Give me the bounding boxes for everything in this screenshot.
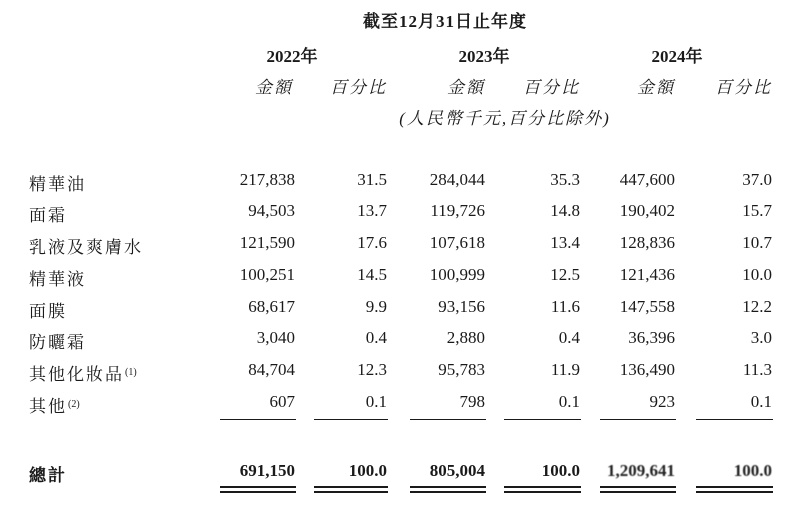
percent-2024: 11.3 xyxy=(742,360,772,379)
percent-2024: 3.0 xyxy=(750,328,772,347)
subtotal-rule xyxy=(504,419,581,420)
amount-2024: 190,402 xyxy=(619,201,675,220)
amount-2023: 95,783 xyxy=(438,360,485,379)
row-label: 乳液及爽膚水 xyxy=(29,238,143,257)
amount-2022: 217,838 xyxy=(239,170,295,189)
percent-2023: 0.4 xyxy=(558,328,580,347)
total-amount-2022: 691,150 xyxy=(239,461,295,480)
amount-header-2022: 金額 xyxy=(255,78,293,97)
amount-2023: 119,726 xyxy=(430,201,485,220)
amount-2024: 147,558 xyxy=(619,297,675,316)
amount-header-2024: 金額 xyxy=(637,78,675,97)
amount-2023: 284,044 xyxy=(429,170,485,189)
amount-2024: 923 xyxy=(649,392,675,411)
year-2024: 2024年 xyxy=(651,47,703,66)
total-double-rule xyxy=(696,491,773,493)
percent-header-2022: 百分比 xyxy=(330,78,387,97)
percent-2022: 31.5 xyxy=(357,170,387,189)
row-label: 面膜 xyxy=(29,302,67,321)
amount-2024: 136,490 xyxy=(619,360,675,379)
subtotal-rule xyxy=(410,419,486,420)
percent-2024: 37.0 xyxy=(742,170,772,189)
percent-2022: 14.5 xyxy=(357,265,387,284)
amount-2022: 607 xyxy=(269,392,295,411)
table-row xyxy=(0,297,800,327)
row-label: 精華油 xyxy=(29,175,86,194)
percent-2022: 12.3 xyxy=(357,360,387,379)
total-double-rule xyxy=(504,486,581,488)
total-percent-2024: 100.0 xyxy=(733,461,772,480)
percent-2023: 35.3 xyxy=(550,170,580,189)
total-double-rule xyxy=(600,491,676,493)
amount-2023: 93,156 xyxy=(438,297,485,316)
amount-2023: 107,618 xyxy=(429,233,485,252)
percent-2022: 9.9 xyxy=(365,297,387,316)
row-label: 其他$^{(2)}$ xyxy=(29,397,80,416)
percent-2024: 12.2 xyxy=(742,297,772,316)
percent-2023: 0.1 xyxy=(558,392,580,411)
percent-2024: 10.7 xyxy=(742,233,772,252)
table-row xyxy=(0,360,800,390)
amount-2024: 128,836 xyxy=(619,233,675,252)
period-title: 截至12月31日止年度 xyxy=(363,12,527,31)
table-row xyxy=(0,170,800,200)
year-2022: 2022年 xyxy=(266,47,318,66)
amount-2022: 94,503 xyxy=(248,201,295,220)
subtotal-rule xyxy=(600,419,676,420)
percent-2023: 11.9 xyxy=(550,360,580,379)
subtotal-rule xyxy=(220,419,296,420)
table-row xyxy=(0,233,800,263)
amount-2023: 100,999 xyxy=(429,265,485,284)
amount-2023: 798 xyxy=(459,392,485,411)
total-double-rule xyxy=(314,491,388,493)
percent-2024: 0.1 xyxy=(750,392,772,411)
percent-2023: 14.8 xyxy=(550,201,580,220)
percent-header-2023: 百分比 xyxy=(523,78,580,97)
table-row xyxy=(0,392,800,422)
total-double-rule xyxy=(410,486,486,488)
percent-2022: 0.4 xyxy=(365,328,387,347)
total-double-rule xyxy=(410,491,486,493)
amount-2024: 447,600 xyxy=(619,170,675,189)
percent-2023: 12.5 xyxy=(550,265,580,284)
table-row xyxy=(0,328,800,358)
total-double-rule xyxy=(504,491,581,493)
amount-header-2023: 金額 xyxy=(447,78,485,97)
percent-2023: 13.4 xyxy=(550,233,580,252)
total-double-rule xyxy=(314,486,388,488)
row-label: 其他化妝品$^{(1)}$ xyxy=(29,365,137,384)
amount-2024: 121,436 xyxy=(619,265,675,284)
row-label: 面霜 xyxy=(29,206,67,225)
total-amount-2024: 1,209,641 xyxy=(607,461,675,480)
percent-header-2024: 百分比 xyxy=(715,78,772,97)
percent-2022: 13.7 xyxy=(357,201,387,220)
amount-2022: 3,040 xyxy=(256,328,295,347)
amount-2023: 2,880 xyxy=(446,328,485,347)
total-double-rule xyxy=(220,491,296,493)
total-percent-2022: 100.0 xyxy=(348,461,387,480)
footnote-marker: (2) xyxy=(68,399,80,410)
percent-2023: 11.6 xyxy=(550,297,580,316)
amount-2024: 36,396 xyxy=(628,328,675,347)
row-label: 防曬霜 xyxy=(29,333,86,352)
total-double-rule xyxy=(600,486,676,488)
total-double-rule xyxy=(696,486,773,488)
footnote-marker: (1) xyxy=(125,367,137,378)
year-2023: 2023年 xyxy=(458,47,510,66)
total-label: 總計 xyxy=(29,466,67,485)
percent-2024: 15.7 xyxy=(742,201,772,220)
amount-2022: 68,617 xyxy=(248,297,295,316)
percent-2022: 0.1 xyxy=(365,392,387,411)
table-row xyxy=(0,265,800,295)
row-label: 精華液 xyxy=(29,270,86,289)
percent-2024: 10.0 xyxy=(742,265,772,284)
total-amount-2023: 805,004 xyxy=(429,461,485,480)
amount-2022: 84,704 xyxy=(248,360,295,379)
subtotal-rule xyxy=(314,419,388,420)
table-row xyxy=(0,201,800,231)
total-row xyxy=(0,461,800,491)
percent-2022: 17.6 xyxy=(357,233,387,252)
amount-2022: 121,590 xyxy=(239,233,295,252)
total-double-rule xyxy=(220,486,296,488)
unit-note: (人民幣千元,百分比除外) xyxy=(399,109,611,128)
amount-2022: 100,251 xyxy=(239,265,295,284)
total-percent-2023: 100.0 xyxy=(541,461,580,480)
subtotal-rule xyxy=(696,419,773,420)
